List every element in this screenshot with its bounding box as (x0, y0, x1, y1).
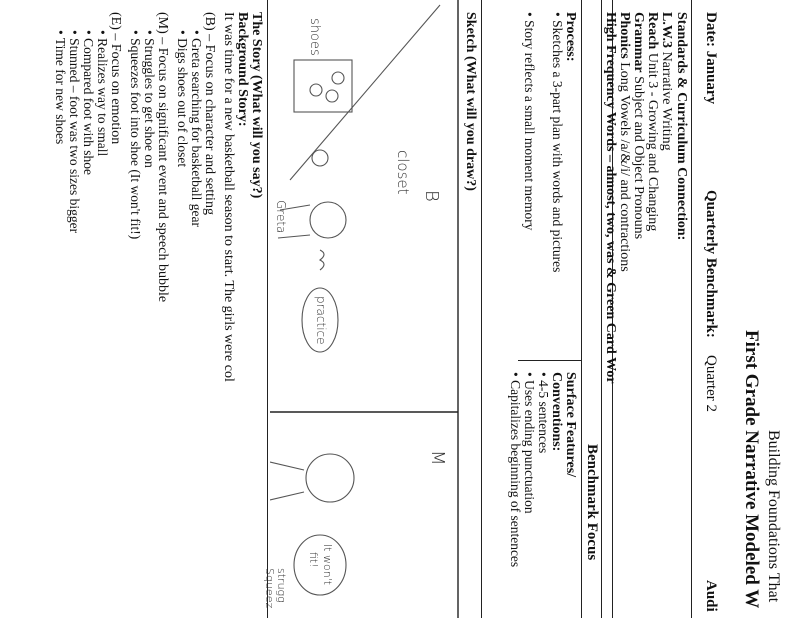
standards-title: Standards & Curriculum Connection: (674, 12, 689, 241)
divider (581, 0, 582, 618)
column-divider (518, 360, 582, 361)
benchmark-label: Quarterly Benchmark: (703, 190, 719, 338)
divider (481, 0, 482, 618)
conventions-title: Conventions: (549, 372, 564, 452)
ball (312, 150, 328, 166)
divider (601, 0, 602, 618)
standards-row (631, 12, 646, 239)
standards-row-label: Phonics (617, 12, 632, 59)
standards-row-label: Grammar (631, 12, 646, 73)
standards-row (617, 12, 632, 272)
section-heading: (B) – Focus on character and setting (202, 12, 217, 215)
ball (326, 90, 338, 102)
section-item: • Compared foot with shoe (81, 30, 96, 175)
sketch-drawing (270, 0, 470, 618)
process-item: • Story reflects a small moment memory (522, 12, 537, 231)
ball (332, 72, 344, 84)
date-label: Date: January (703, 12, 719, 105)
greta-head (310, 202, 346, 238)
standards-row (659, 12, 674, 151)
standards-row-label: L.W.3 (659, 12, 674, 49)
divider (267, 0, 268, 618)
surface-item: • 4-5 sentences (536, 372, 551, 454)
standards-row (603, 12, 618, 384)
section-item: • Stunned – foot was two sizes bigger (67, 30, 82, 234)
greta-head-middle (306, 454, 354, 502)
standards-row-text: – almost, two, was & Green Card Wor (603, 155, 618, 384)
surface-item: • Uses ending punctuation (522, 372, 537, 514)
surface-features-title: Surface Features/ (563, 372, 578, 478)
process-item: • Sketches a 3-part plan with words and pictures (550, 12, 565, 273)
label-strugg: strugg (275, 568, 288, 603)
thought-dots (320, 250, 324, 270)
greta-body-middle (270, 462, 304, 500)
standards-row-label: Reach (645, 12, 660, 50)
section-item: • Struggles to get shoe on (142, 30, 157, 168)
ball (310, 84, 322, 96)
sketch-mark-b: B (421, 190, 442, 202)
background-text: It was time for a new basketball season to start. The girls were col (221, 12, 236, 382)
story-title: The Story (What will you say?) (249, 12, 264, 199)
background-title: Background Story: (235, 12, 250, 127)
sketch-mark-m: M (427, 450, 448, 466)
sketch-title: Sketch (What will you draw?) (463, 12, 478, 191)
section-item: • Digs shoes out of closet (175, 30, 190, 168)
standards-row (645, 12, 660, 231)
benchmark-value: Quarter 2 (703, 355, 719, 413)
standards-row-text: Long Vowels /a/&/i/ and contractions (617, 62, 632, 272)
standards-row-text: Subject and Object Pronouns (631, 76, 646, 240)
standards-row-text: Narrative Writing (659, 51, 674, 151)
label-closet: closet (394, 150, 412, 195)
shoe-box (294, 60, 352, 112)
surface-item: • Capitalizes beginning of sentences (508, 372, 523, 568)
benchmark-focus-title: Benchmark Focus (584, 444, 600, 561)
section-item: • Squeezes foot into shoe (It won't fit!) (128, 30, 143, 240)
label-greta: Greta (274, 200, 288, 234)
section-heading: (M) – Focus on significant event and speech bubble (155, 12, 170, 303)
section-item: • Time for new shoes (53, 30, 68, 145)
standards-row-text: Unit 3 - Growing and Changing (645, 52, 660, 232)
label-squeez: Squeez (263, 568, 276, 609)
section-item: • Greta searching for basketball gear (189, 30, 204, 228)
header-line-1: Building Foundations That (765, 430, 782, 603)
standards-row-label: High Frequency Words (603, 12, 618, 152)
header-line-2: First Grade Narrative Modeled W (741, 330, 762, 609)
label-it-wont: It won't (321, 544, 334, 586)
audience-label: Audi (703, 580, 719, 612)
section-heading: (E) – Focus on emotion (108, 12, 123, 145)
label-practice: practice (314, 296, 328, 345)
label-fit: fit! (307, 552, 320, 568)
process-title: Process: (563, 12, 578, 62)
speech-bubble (294, 535, 346, 595)
section-item: • Realizes way to small (95, 30, 110, 157)
label-shoes: shoes (307, 18, 322, 56)
